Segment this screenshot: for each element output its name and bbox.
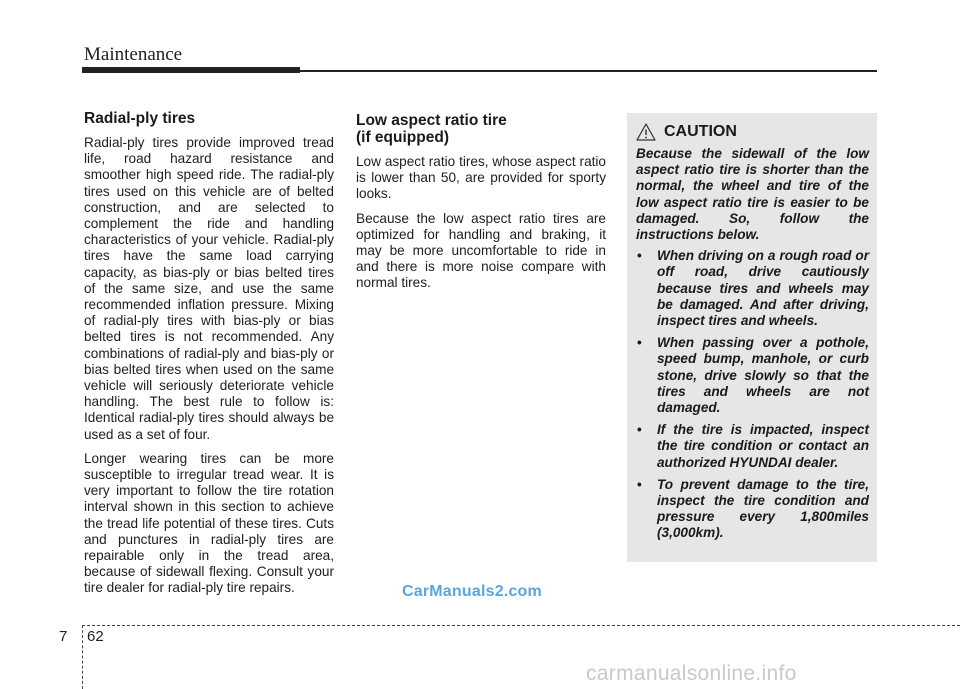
caution-item: • To prevent damage to the tire, inspect the tire condition and pressure every 1,800miles (3,000km).: [637, 476, 869, 541]
caution-item: • When driving on a rough road or off road, drive cautiously because tires and wheels may be damaged. And after driving, inspect tires and wheels.: [637, 248, 869, 329]
chapter-number: 7: [59, 628, 68, 645]
radial-ply-paragraph-2: Longer wearing tires can be more susceptible to irregular tread wear. It is very important to follow the tire rotation interval shown in this section to achieve the tread life potential of these tires. Cuts and punctures in radial-ply tires are repairable only in the tread area, because of sidewall flexing. Consult your tire dealer for radial-ply tire repairs.: [84, 450, 334, 596]
left-column: [84, 110, 334, 605]
middle-column: [356, 112, 606, 300]
caution-title: CAUTION: [664, 123, 737, 140]
caution-item: • If the tire is impacted, inspect the tire condition or contact an authorized HYUNDAI dealer.: [637, 422, 869, 470]
site-watermark: CarManuals2.com: [402, 583, 542, 600]
caution-list: [636, 248, 869, 541]
low-aspect-heading-line1: Low aspect ratio tire: [356, 112, 507, 129]
radial-ply-heading: Radial-ply tires: [84, 110, 196, 127]
low-aspect-heading: [356, 112, 606, 146]
header-rule-thick: [82, 67, 300, 73]
bullet-icon: •: [637, 422, 642, 438]
footer-dashed-rule: [82, 625, 960, 626]
caution-item: • When passing over a pothole, speed bump, manhole, or curb stone, drive slowly so that the tires and wheels are not damaged.: [637, 335, 869, 416]
low-aspect-paragraph-2: Because the low aspect ratio tires are optimized for handling and braking, it may be more uncomfortable to ride in and there is more noise compare with normal tires.: [356, 210, 606, 291]
header-rule-thin: [300, 70, 877, 72]
bullet-icon: •: [637, 335, 642, 351]
low-aspect-heading-line2: (if equipped): [356, 129, 449, 146]
page-number: 62: [87, 628, 104, 645]
bullet-icon: •: [637, 248, 642, 264]
low-aspect-paragraph-1: Low aspect ratio tires, whose aspect ratio is lower than 50, are provided for sporty looks.: [356, 154, 606, 202]
footer-watermark: carmanualsonline.info: [586, 662, 797, 685]
radial-ply-paragraph-1: Radial-ply tires provide improved tread life, road hazard resistance and smoother high speed ride. The radial-ply tires used on this vehicle are of belted construction, and are selected to complement the ride and handling characteristics of your vehicle. Radial-ply tires have the same load carrying capacity, as bias-ply or bias belted tires of the same size, and use the same recommended inflation pressure. Mixing of radial-ply tires with bias-ply or bias belted tires is not recommended. Any combinations of radial-ply and bias-ply or bias belted tires when used on the same vehicle will seriously deteriorate vehicle handling. The best rule to follow is: Identical radial-ply tires should always be used as a set of four.: [84, 135, 334, 442]
caution-intro: Because the sidewall of the low aspect ratio tire is shorter than the normal, the wheel and tire of the low aspect ratio tire is easier to be damaged. So, follow the instructions below.: [636, 146, 869, 243]
page-header-title: Maintenance: [84, 44, 183, 65]
warning-triangle-icon: [636, 123, 656, 141]
footer-vertical-rule: [82, 625, 83, 689]
caution-header: [636, 121, 869, 143]
bullet-icon: •: [637, 476, 642, 492]
caution-box: [627, 113, 877, 562]
